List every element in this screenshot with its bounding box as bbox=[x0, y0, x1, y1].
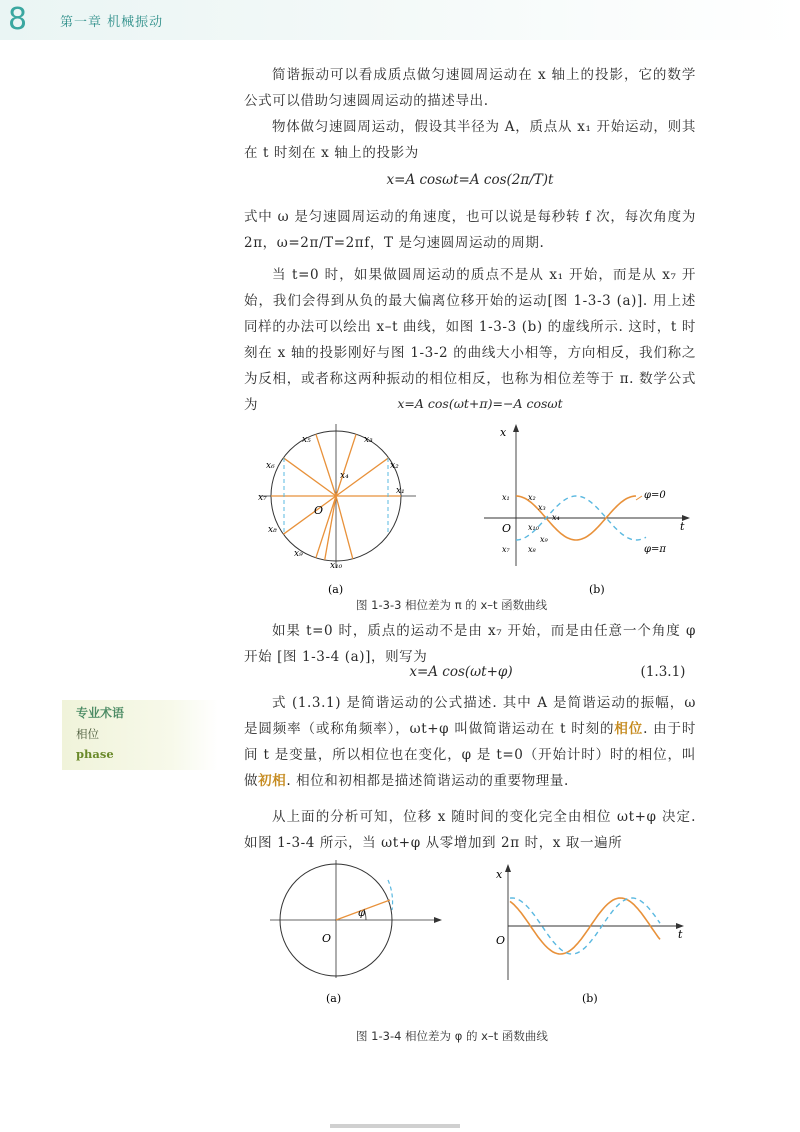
fig1a-spoke bbox=[283, 458, 336, 496]
figure-2a-circle-diagram bbox=[270, 860, 442, 978]
fig1b-legend-phipi: φ=π bbox=[644, 544, 666, 555]
fig1b-label-x10: x₁₀ bbox=[528, 523, 539, 532]
fig1a-spoke bbox=[283, 496, 336, 534]
fig1-sublabel-a: (a) bbox=[328, 583, 344, 596]
fig1b-label-x8: x₈ bbox=[528, 545, 536, 554]
fig1a-spoke bbox=[325, 496, 336, 560]
fig1b-axis-t: t bbox=[680, 520, 685, 533]
fig1a-spoke bbox=[316, 434, 336, 496]
footer-bar bbox=[330, 1124, 460, 1128]
fig1a-label-x9: x₉ bbox=[294, 549, 303, 559]
formula-2: x=A cos(ωt+π)=−A cosωt bbox=[397, 396, 563, 411]
fig2a-angle: φ bbox=[358, 908, 366, 919]
figure-1b-xt-graph bbox=[484, 424, 690, 566]
fig2b-axis-t: t bbox=[678, 928, 683, 941]
figure-2b-xt-graph bbox=[496, 864, 684, 980]
fig1b-label-x1: x₁ bbox=[502, 493, 510, 502]
paragraph-2: 物体做匀速圆周运动，假设其半径为 A，质点从 x₁ 开始运动，则其在 t 时刻在 x 轴上的投影为 bbox=[244, 119, 696, 161]
formula-1: x=A cosωt=A cos(2π/T)t bbox=[386, 172, 554, 188]
fig1a-spoke bbox=[336, 434, 356, 496]
fig2b-axis-x: x bbox=[496, 868, 503, 881]
fig1a-label-x2: x₂ bbox=[390, 461, 399, 471]
fig1a-label-x8: x₈ bbox=[268, 525, 277, 535]
formula-3: x=A cos(ωt+φ) bbox=[409, 664, 513, 680]
fig2a-origin: O bbox=[322, 932, 332, 945]
paragraph-6-part-a: 式 (1.3.1) 是简谐运动的公式描述. 其中 A 是简谐运动的振幅，ω 是圆频率（或称角频率），ωt+φ 叫做简谐运动在 t 时刻的 bbox=[244, 695, 696, 737]
term-phase: 相位 bbox=[614, 721, 644, 737]
fig1b-origin: O bbox=[502, 522, 512, 535]
fig1a-label-x10: x₁₀ bbox=[330, 561, 343, 571]
glossary-term: 相位 bbox=[76, 727, 99, 741]
figure-1a-circle-diagram bbox=[258, 424, 416, 571]
paragraph-1: 简谐振动可以看成质点做匀速圆周运动在 x 轴上的投影，它的数学公式可以借助匀速圆周运动的描述导出. bbox=[244, 67, 696, 109]
chapter-title: 第一章 机械振动 bbox=[60, 15, 164, 30]
figure-1-3-3 bbox=[244, 416, 696, 616]
fig1a-spoke bbox=[336, 496, 353, 559]
glossary-title: 专业术语 bbox=[76, 706, 125, 720]
glossary-english: phase bbox=[76, 747, 114, 761]
page-number: 8 bbox=[8, 2, 28, 37]
fig1a-label-x6: x₆ bbox=[266, 461, 275, 471]
fig1a-label-x5: x₅ bbox=[302, 435, 311, 445]
paragraph-5: 如果 t=0 时，质点的运动不是由 x₇ 开始，而是由任意一个角度 φ 开始 [图 1-3-4 (a)]，则写为 bbox=[244, 623, 696, 665]
figure-2-caption: 图 1-3-4 相位差为 φ 的 x–t 函数曲线 bbox=[356, 1029, 548, 1043]
fig2-sublabel-a: (a) bbox=[326, 992, 342, 1005]
glossary-box bbox=[62, 700, 218, 770]
fig1b-label-x3: x₃ bbox=[538, 503, 546, 512]
fig1b-label-x2: x₂ bbox=[528, 493, 536, 502]
fig1b-label-x4: x₄ bbox=[552, 513, 560, 522]
fig1a-label-x1: x₁ bbox=[396, 486, 405, 496]
fig1b-label-x7: x₇ bbox=[502, 545, 510, 554]
fig1b-label-x9: x₉ bbox=[540, 535, 548, 544]
fig1-sublabel-b: (b) bbox=[589, 583, 605, 596]
fig1a-label-x7: x₇ bbox=[258, 493, 267, 503]
fig1a-origin: O bbox=[314, 504, 324, 517]
paragraph-4: 当 t=0 时，如果做圆周运动的质点不是从 x₁ 开始，而是从 x₇ 开始，我们会得到从负的最大偏离位移开始的运动[图 1-3-3 (a)]. 用上述同样的办法可以绘出 x–t 曲线，如图 1-3-3 (b) 的虚线所示. 这时，t 时刻在 x 轴的投影刚好与图 1-3-2 的曲线大小相等，方向相反，我们称之为反相，或者称这两种振动的相位相反，也称为相位差等于 π. 数学公式为 bbox=[244, 267, 696, 413]
fig1b-legend-phi0: φ=0 bbox=[644, 490, 666, 501]
paragraph-6-part-c: . 相位和初相都是描述简谐运动的重要物理量. bbox=[286, 773, 569, 789]
fig1b-axis-x: x bbox=[500, 426, 507, 439]
paragraph-6-part-b: . 由于时间 t 是变量，所以相位也在变化，φ 是 t=0（开始计时）时的相位，叫做 bbox=[244, 721, 696, 789]
fig2b-origin: O bbox=[496, 934, 506, 947]
fig2-sublabel-b: (b) bbox=[582, 992, 598, 1005]
paragraph-6 bbox=[244, 690, 696, 794]
figure-1-caption: 图 1-3-3 相位差为 π 的 x–t 函数曲线 bbox=[356, 598, 548, 612]
fig1a-label-x3: x₃ bbox=[364, 435, 373, 445]
term-initial-phase: 初相 bbox=[258, 773, 287, 789]
paragraph-7: 从上面的分析可知，位移 x 随时间的变化完全由相位 ωt+φ 决定. 如图 1-3-4 所示，当 ωt+φ 从零增加到 2π 时，x 取一遍所 bbox=[244, 809, 696, 851]
fig1a-label-x4: x₄ bbox=[340, 471, 349, 481]
paragraph-3: 式中 ω 是匀速圆周运动的角速度，也可以说是每秒转 f 次，每次角度为 2π，ω=2π/T=2πf，T 是匀速圆周运动的周期. bbox=[244, 209, 696, 251]
formula-3-number: (1.3.1) bbox=[640, 664, 686, 680]
figure-1-3-4 bbox=[270, 860, 690, 1020]
